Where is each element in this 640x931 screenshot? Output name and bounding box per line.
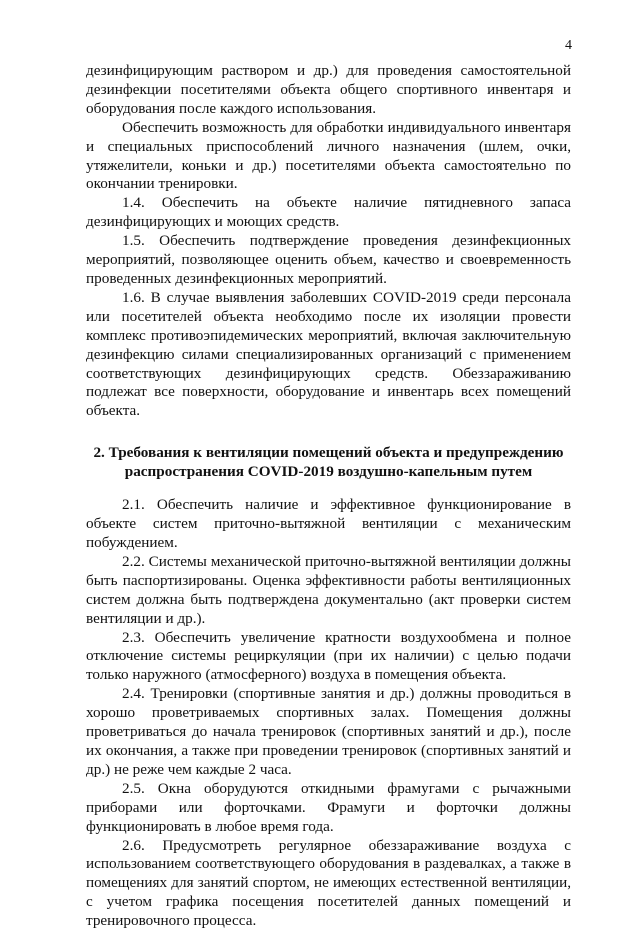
paragraph-2-6: 2.6. Предусмотреть регулярное обеззараживание воздуха с использованием соответствующего оборудования в раздевалках, а также в помещениях для занятий спортом, не имеющих естественной вентиляции, с учетом графика посещения посетителей данных помещений и тренировочного процесса. <box>86 836 571 930</box>
paragraph-2-2: 2.2. Системы механической приточно-вытяжной вентиляции должны быть паспортизированы. Оценка эффективности работы вентиляционных систем должна быть подтверждена документально (акт проверки систем вентиляции и др.). <box>86 552 571 627</box>
document-body <box>86 62 571 931</box>
page-number: 4 <box>565 38 572 53</box>
paragraph-1-4: 1.4. Обеспечить на объекте наличие пятидневного запаса дезинфицирующих и моющих средств. <box>86 194 571 231</box>
paragraph-2-5: 2.5. Окна оборудуются откидными фрамугами с рычажными приборами или форточками. Фрамуги и форточки должны функционировать в любое время года. <box>86 779 571 835</box>
section-heading <box>86 443 571 481</box>
paragraph-1-5: 1.5. Обеспечить подтверждение проведения дезинфекционных мероприятий, позволяющее оценить объем, качество и своевременность проведенных дезинфекционных мероприятий. <box>86 232 571 287</box>
paragraph-1-6: 1.6. В случае выявления заболевших COVID-2019 среди персонала или посетителей объекта необходимо после их изоляции провести комплекс противоэпидемических мероприятий, включая заключительную дезинфекцию силами специализированных организаций с применением соответствующих дезинфицирующих средств. Обеззараживанию подлежат все поверхности, оборудование и инвентарь всех помещений объекта. <box>86 288 571 420</box>
section-heading-line-1: 2. Требования к вентиляции помещений объекта и предупреждению <box>93 444 564 462</box>
paragraph-individual-equipment: Обеспечить возможность для обработки индивидуального инвентаря и специальных приспособлений личного назначения (шлем, очки, утяжелители, коньки и др.) посетителями объекта самостоятельно по окончании тренировки. <box>86 118 571 193</box>
paragraph-2-1: 2.1. Обеспечить наличие и эффективное функционирование в объекте систем приточно-вытяжной вентиляции с механическим побуждением. <box>86 496 571 552</box>
paragraph-continuation: дезинфицирующим раствором и др.) для проведения самостоятельной дезинфекции посетителями объекта общего спортивного инвентаря и оборудования после каждого использования. <box>86 62 571 117</box>
paragraph-2-4: 2.4. Тренировки (спортивные занятия и др.) должны проводиться в хорошо проветриваемых спортивных залах. Помещения должны проветриваться до начала тренировок (спортивных занятий и др.), после их окончания, а также при проведении тренировок (спортивных занятий и др.) не реже чем каждые 2 часа. <box>86 685 571 778</box>
paragraph-2-3: 2.3. Обеспечить увеличение кратности воздухообмена и полное отключение системы рециркуляции (при их наличии) с целью подачи только наружного (атмосферного) воздуха в помещения объекта. <box>86 628 571 684</box>
section-heading-line-2: распространения COVID-2019 воздушно-капельным путем <box>124 463 533 481</box>
